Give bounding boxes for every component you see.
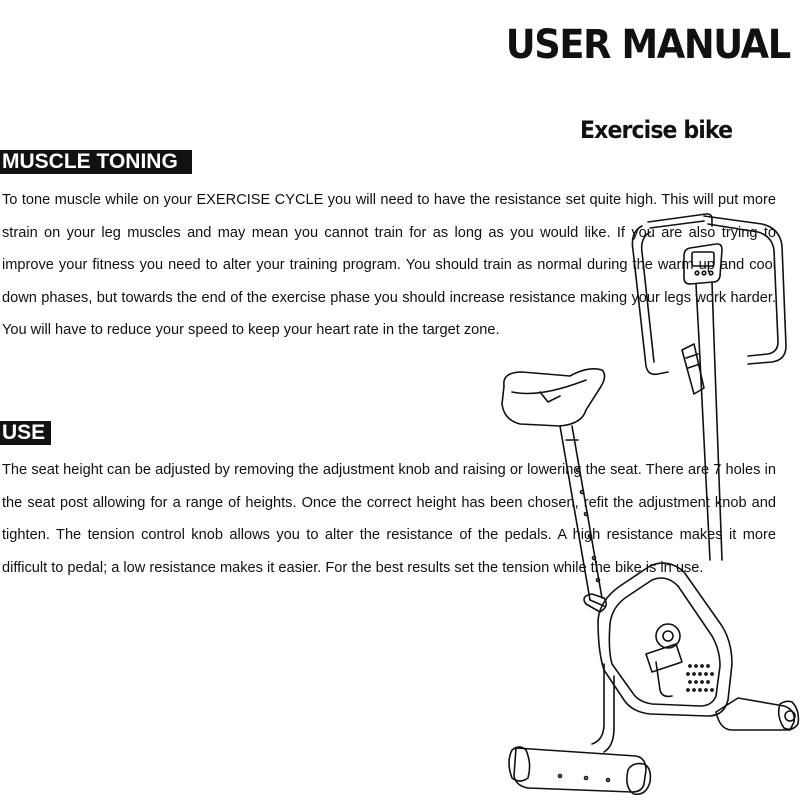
manual-subtitle: Exercise bike <box>580 116 733 144</box>
section-body-muscle-toning: To tone muscle while on your EXERCISE CYCLE you will need to have the resistance set quite high. This will put more strain on your leg muscles and may mean you cannot train for as long as you would like. If you are also trying to improve your fitness you need to alter your training program. You should train as normal during the warm up and cool down phases, but towards the end of the exercise phase you should increase resistance making your legs work harder. You will have to reduce your speed to keep your heart rate in the target zone. <box>2 192 776 339</box>
section-body-use: The seat height can be adjusted by removing the adjustment knob and raising or lowering the seat. There are 7 holes in the seat post allowing for a range of heights. Once the correct height has been chosen, refit the adjustment knob and tighten. The tension control knob allows you to alter the resistance of the pedals. A high resistance makes it more difficult to pedal; a low resistance makes it easier. For the best results set the tension while the bike is in use. <box>2 462 776 576</box>
section-heading-muscle-toning: MUSCLE TONING <box>0 150 192 174</box>
section-heading-use: USE <box>0 421 51 445</box>
manual-title: USER MANUAL <box>505 22 790 68</box>
